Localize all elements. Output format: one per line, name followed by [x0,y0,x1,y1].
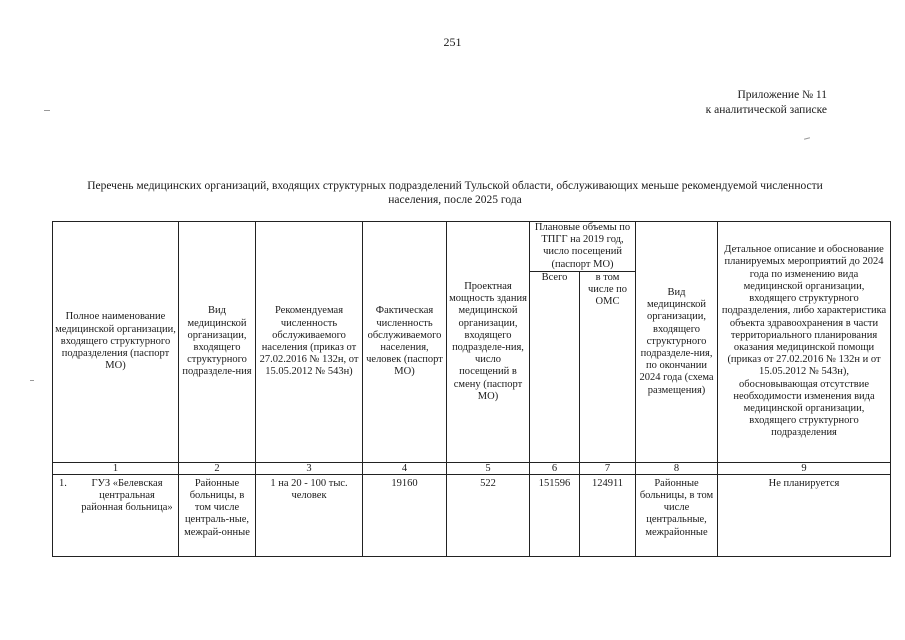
cell-visits-oms: 124911 [580,474,636,556]
org-name: ГУЗ «Белевская центральная районная больница» [81,477,173,514]
organizations-table [52,221,891,557]
cell-org-name [53,474,179,556]
cell-actual-population: 19160 [363,474,447,556]
scan-artifact [44,110,50,111]
header-col-7: в том числе по ОМС [580,271,636,462]
cell-org-type-2024: Районные больницы, в том числе центральные, межрайонные [636,474,718,556]
document-title: Перечень медицинских организаций, входящих структурных подразделений Тульской области, обслуживающих меньше рекомендуемой численности населения, после 2025 года [87,180,823,206]
column-number: 3 [256,462,363,474]
header-col-4: Фактическая численность обслуживаемого населения, человек (паспорт МО) [363,222,447,463]
column-number: 8 [636,462,718,474]
column-number: 5 [447,462,530,474]
header-col-6: Всего [530,271,580,462]
header-row-top [53,222,891,272]
cell-description: Не планируется [718,474,891,556]
column-number: 6 [530,462,580,474]
appendix-line-1: Приложение № 11 [737,89,827,101]
header-col-1: Полное наименование медицинской организации, входящего структурного подразделения (паспорт МО) [53,222,179,463]
appendix-line-2: к аналитической записке [705,104,827,116]
column-number: 2 [179,462,256,474]
table-row [53,474,891,556]
cell-org-type: Районные больницы, в том числе централь-ные, межрай-онные [179,474,256,556]
cell-capacity: 522 [447,474,530,556]
column-number: 9 [718,462,891,474]
header-col-3: Рекомендуемая численность обслуживаемого населения (приказ от 27.02.2016 № 132н, от 15.05.2012 № 543н) [256,222,363,463]
column-number: 1 [53,462,179,474]
column-number-row [53,462,891,474]
scan-artifact [804,137,810,140]
cell-recommended-population: 1 на 20 - 100 тыс. человек [256,474,363,556]
page-number: 251 [443,35,462,49]
cell-visits-total: 151596 [530,474,580,556]
column-number: 4 [363,462,447,474]
appendix-caption [706,88,827,118]
header-col-6-7: Плановые объемы по ТПГГ на 2019 год, число посещений (паспорт МО) [530,222,636,272]
header-col-5: Проектная мощность здания медицинской организации, входящего подразделе-ния, число посещений в смену (паспорт МО) [447,222,530,463]
header-col-2: Вид медицинской организации, входящего структурного подразделе-ния [179,222,256,463]
scan-artifact [30,380,34,381]
header-col-9: Детальное описание и обоснование планируемых мероприятий до 2024 года по изменению вида медицинской организации, входящего структурного подразделения, либо характеристика объекта здравоохранения в части территориального планирования оказания медицинской помощи (приказ от 27.02.2016 № 132н и от 15.05.2012 № 543н), обосновывающая отсутствие необходимости изменения вида медицинской организации, входящего структурного подразделения [718,222,891,463]
column-number: 7 [580,462,636,474]
header-col-8: Вид медицинской организации, входящего структурного подразделе-ния, по окончании 2024 года (схема размещения) [636,222,718,463]
row-index: 1. [59,477,67,489]
